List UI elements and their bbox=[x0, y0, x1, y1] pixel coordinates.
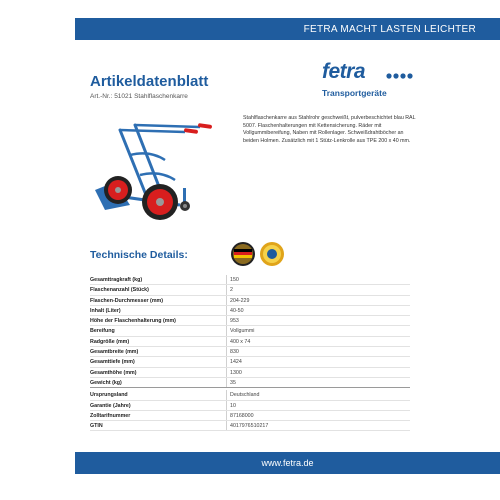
spec-label: Bereifung bbox=[90, 328, 115, 335]
spec-label: Gewicht (kg) bbox=[90, 379, 122, 386]
spec-value: 953 bbox=[230, 318, 239, 325]
column-divider bbox=[226, 296, 227, 305]
table-row bbox=[90, 316, 410, 326]
fetra-logo bbox=[322, 60, 412, 100]
table-row bbox=[90, 347, 410, 357]
technical-details-heading: Technische Details: bbox=[90, 249, 188, 261]
spec-value: 830 bbox=[230, 349, 239, 356]
column-divider bbox=[226, 337, 227, 346]
column-divider bbox=[226, 421, 227, 430]
table-row bbox=[90, 368, 410, 378]
spec-value: 150 bbox=[230, 277, 239, 283]
article-number: Art.-Nr.: 51021 Stahlflaschenkarre bbox=[90, 93, 188, 100]
table-row bbox=[90, 401, 410, 411]
spec-value: 10 bbox=[230, 402, 236, 409]
spec-value: 1300 bbox=[230, 369, 242, 376]
spec-value: Vollgummi bbox=[230, 328, 255, 335]
table-row bbox=[90, 411, 410, 421]
spec-value: Deutschland bbox=[230, 392, 260, 399]
spec-label: GTIN bbox=[90, 423, 103, 430]
spec-label: Höhe der Flaschenhalterung (mm) bbox=[90, 318, 176, 325]
gas-cylinder-trolley-icon bbox=[90, 110, 235, 225]
spec-value: 204-229 bbox=[230, 297, 250, 304]
spec-label: Flaschen-Durchmesser (mm) bbox=[90, 297, 164, 304]
column-divider bbox=[226, 357, 227, 366]
spec-label: Inhalt (Liter) bbox=[90, 307, 121, 314]
spec-value: 2 bbox=[230, 287, 233, 294]
document-title: Artikeldatenblatt bbox=[90, 73, 209, 90]
website-link[interactable]: www.fetra.de bbox=[261, 458, 314, 468]
spec-label: Gesamttragkraft (kg) bbox=[90, 277, 143, 283]
table-row bbox=[90, 326, 410, 336]
table-row bbox=[90, 285, 410, 295]
table-row bbox=[90, 296, 410, 306]
spec-label: Gesamttiefe (mm) bbox=[90, 359, 135, 366]
quality-seal-badge-icon bbox=[260, 242, 284, 266]
top-banner bbox=[75, 18, 500, 40]
product-description: Stahlflaschenkarre aus Stahlrohr geschweißt, pulverbeschichtet blau RAL 5007. Flaschenhalterungen mit Kettensicherung. Räder mit Vollgummibereifung, Naben mit Rollenlager. Schweißdrahtböcher an beiden Holmen. Zusätzlich mit 1 Stütz-Lenkrolle aus TPE 200 x 40 mm. bbox=[243, 115, 416, 144]
table-row bbox=[90, 390, 410, 400]
footer-bar bbox=[75, 452, 500, 474]
logo-wordmark: fetra bbox=[322, 60, 366, 83]
table-row bbox=[90, 337, 410, 347]
spec-label: Flaschenanzahl (Stück) bbox=[90, 287, 149, 294]
column-divider bbox=[226, 368, 227, 377]
table-row bbox=[90, 421, 410, 431]
slogan-text: FETRA MACHT LASTEN LEICHTER bbox=[303, 23, 476, 35]
made-in-germany-badge-icon bbox=[231, 242, 255, 266]
table-row bbox=[90, 378, 410, 388]
spec-label: Radgröße (mm) bbox=[90, 338, 130, 345]
table-row bbox=[90, 357, 410, 367]
logo-dots-icon bbox=[385, 72, 415, 80]
table-row bbox=[90, 275, 410, 285]
technical-specs-table bbox=[90, 275, 410, 431]
column-divider bbox=[226, 275, 227, 284]
spec-value: 35 bbox=[230, 379, 236, 386]
spec-label: Ursprungsland bbox=[90, 392, 128, 399]
column-divider bbox=[226, 306, 227, 315]
spec-value: 4017976510217 bbox=[230, 423, 269, 430]
column-divider bbox=[226, 390, 227, 399]
spec-value: 87168000 bbox=[230, 412, 254, 419]
spec-label: Gesamthöhe (mm) bbox=[90, 369, 137, 376]
spec-value: 40-50 bbox=[230, 307, 244, 314]
column-divider bbox=[226, 401, 227, 410]
spec-value: 1424 bbox=[230, 359, 242, 366]
spec-label: Zolltarifnummer bbox=[90, 412, 131, 419]
table-row bbox=[90, 306, 410, 316]
column-divider bbox=[226, 411, 227, 420]
column-divider bbox=[226, 316, 227, 325]
column-divider bbox=[226, 347, 227, 356]
spec-value: 400 x 74 bbox=[230, 338, 251, 345]
logo-tagline: Transportgeräte bbox=[322, 88, 387, 98]
column-divider bbox=[226, 285, 227, 294]
spec-label: Gesamtbreite (mm) bbox=[90, 349, 139, 356]
column-divider bbox=[226, 378, 227, 387]
spec-label: Garantie (Jahre) bbox=[90, 402, 131, 409]
column-divider bbox=[226, 326, 227, 335]
quality-badges bbox=[230, 240, 290, 268]
